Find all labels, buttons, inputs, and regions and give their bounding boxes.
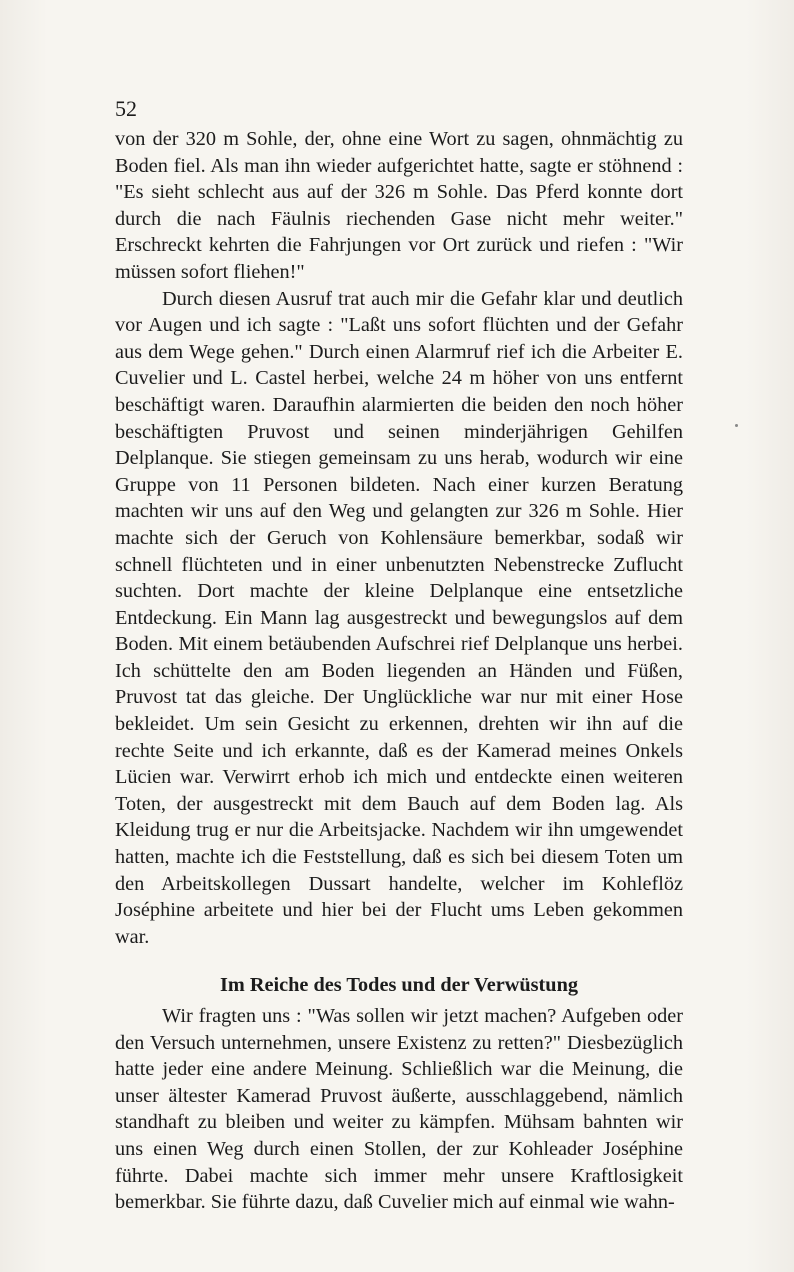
body-text: [115, 126, 683, 1216]
paragraph-continued: von der 320 m Sohle, der, ohne eine Wort zu sagen, ohnmächtig zu Boden fiel. Als man ihn wieder aufgerichtet hatte, sagte er stöhnend : "Es sieht schlecht aus auf der 326 m Sohle. Das Pferd konnte dort durch die nach Fäulnis riechenden Gase nicht mehr weiter." Erschreckt kehrten die Fahrjungen vor Ort zurück und riefen : "Wir müssen sofort fliehen!": [115, 128, 683, 283]
section-heading: Im Reiche des Todes und der Verwüstung: [219, 974, 578, 997]
speck-mark: [735, 424, 738, 427]
page-number: 52: [115, 96, 137, 121]
paragraph-decision: Wir fragten uns : "Was sollen wir jetzt machen? Aufgeben oder den Versuch unternehmen, unsere Existenz zu retten?" Diesbezüglich hatte jeder eine andere Meinung. Schließlich war die Meinung, die unser ältester Kamerad Pruvost äußerte, ausschlaggebend, nämlich standhaft zu bleiben und weiter zu kämpfen. Mühsam bahnten wir uns einen Weg durch einen Stollen, der zur Kohleader Joséphine führte. Dabei machte sich immer mehr unsere Kraftlosigkeit bemerkbar. Sie führte dazu, daß Cuvelier mich auf einmal wie wahn-: [115, 1005, 683, 1214]
paragraph-alarm: Durch diesen Ausruf trat auch mir die Gefahr klar und deutlich vor Augen und ich sagte : "Laßt uns sofort flüchten und der Gefahr aus dem Wege gehen." Durch einen Alarmruf rief ich die Arbeiter E. Cuvelier und L. Castel herbei, welche 24 m höher von uns entfernt beschäftigt waren. Daraufhin alarmierten die beiden den noch höher beschäftigten Pruvost und seinen minderjährigen Gehilfen Delplanque. Sie stiegen gemeinsam zu uns herab, wodurch wir eine Gruppe von 11 Personen bildeten. Nach einer kurzen Beratung machten wir uns auf den Weg und gelangten zur 326 m Sohle. Hier machte sich der Geruch von Kohlensäure bemerkbar, sodaß wir schnell flüchteten und in einer unbenutzten Nebenstrecke Zuflucht suchten. Dort machte der kleine Delplanque eine entsetzliche Entdeckung. Ein Mann lag ausgestreckt und bewegungslos auf dem Boden. Mit einem betäubenden Aufschrei rief Delplanque uns herbei. Ich schüttelte den am Boden liegenden an Händen und Füßen, Pruvost tat das gleiche. Der Unglückliche war nur mit einer Hose bekleidet. Um sein Gesicht zu erkennen, drehten wir ihn auf die rechte Seite und ich erkannte, daß es der Kamerad meines Onkels Lücien war. Verwirrt erhob ich mich und entdeckte einen weiteren Toten, der ausgestreckt mit dem Bauch auf dem Boden lag. Als Kleidung trug er nur die Arbeitsjacke. Nachdem wir ihn umgewendet hatten, machte ich die Feststellung, daß es sich bei diesem Toten um den Arbeitskollegen Dussart handelte, welcher im Kohleflöz Joséphine arbeitete und hier bei der Flucht ums Leben gekommen war.: [115, 287, 683, 948]
